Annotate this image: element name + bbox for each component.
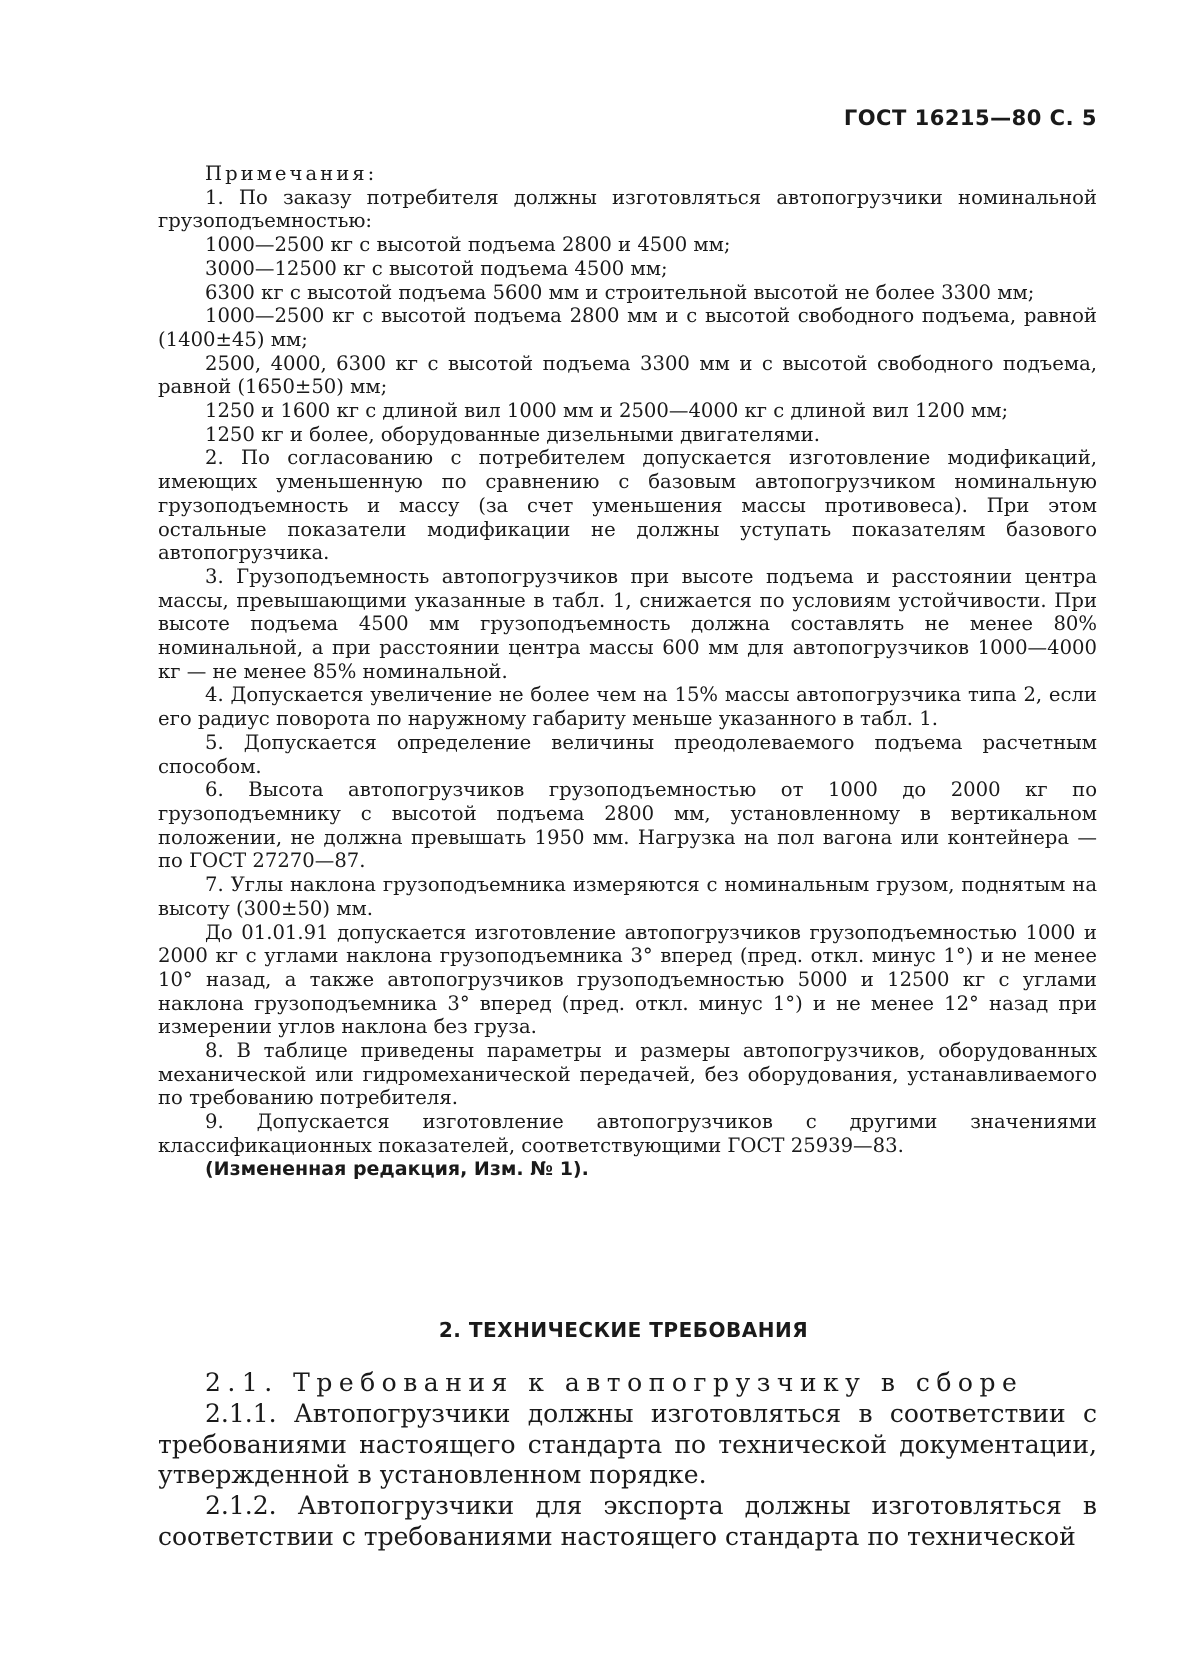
note-paragraph: 4. Допускается увеличение не более чем на 15% массы автопогрузчика типа 2, если его радиус поворота по наружному габариту меньше указанного в табл. 1. — [158, 683, 1097, 731]
note-paragraph: 8. В таблице приведены параметры и размеры автопогрузчиков, оборудованных механической или гидромеханической передачей, без оборудования, устанавливаемого по требованию потребителя. — [158, 1039, 1097, 1110]
notes-title: Примечания: — [205, 162, 378, 185]
note-paragraph: 9. Допускается изготовление автопогрузчиков с другими значениями классификационных показателей, соответствующими ГОСТ 25939—83. — [158, 1110, 1097, 1157]
notes-block — [158, 162, 1097, 1181]
page-header: ГОСТ 16215—80 С. 5 — [843, 106, 1097, 130]
edit-note: (Измененная редакция, Изм. № 1). — [205, 1157, 589, 1180]
note-paragraph: 6300 кг с высотой подъема 5600 мм и строительной высотой не более 3300 мм; — [205, 280, 1035, 304]
note-paragraph: 1. По заказу потребителя должны изготовляться автопогрузчики номинальной грузоподъемностью: — [158, 185, 1097, 233]
note-paragraph: 1250 и 1600 кг с длиной вил 1000 мм и 2500—4000 кг с длиной вил 1200 мм; — [205, 399, 1009, 423]
note-paragraph: 5. Допускается определение величины преодолеваемого подъема расчетным способом. — [158, 730, 1097, 778]
note-paragraph: 6. Высота автопогрузчиков грузоподъемностью от 1000 до 2000 кг по грузоподъемнику с высотой подъема 2800 мм, установленному в вертикальном положении, не должна превышать 1950 мм. Нагрузка на пол вагона или контейнера — по ГОСТ 27270—87. — [158, 778, 1097, 873]
note-paragraph: 2500, 4000, 6300 кг с высотой подъема 3300 мм и с высотой свободного подъема, равной (1650±50) мм; — [158, 351, 1097, 399]
requirements-block — [158, 1368, 1097, 1553]
note-paragraph: До 01.01.91 допускается изготовление автопогрузчиков грузоподъемностью 1000 и 2000 кг с углами наклона грузоподъемника 3° вперед (пред. откл. минус 1°) и не менее 10° назад, а также автопогрузчиков грузоподъемностью 5000 и 12500 кг с углами наклона грузоподъемника 3° вперед (пред. откл. минус 1°) и не менее 12° назад при измерении углов наклона без груза. — [158, 920, 1097, 1039]
note-paragraph: 1000—2500 кг с высотой подъема 2800 мм и с высотой свободного подъема, равной (1400±45) мм; — [158, 304, 1097, 351]
subsection-title: 2.1. Требования к автопогрузчику в сборе — [205, 1368, 1024, 1397]
section-title: 2. ТЕХНИЧЕСКИЕ ТРЕБОВАНИЯ — [438, 1318, 809, 1342]
note-paragraph: 7. Углы наклона грузоподъемника измеряются с номинальным грузом, поднятым на высоту (300±50) мм. — [158, 873, 1097, 920]
note-paragraph: 2. По согласованию с потребителем допускается изготовление модификаций, имеющих уменьшенную по сравнению с базовым автопогрузчиком номинальную грузоподъемность и массу (за счет уменьшения массы противовеса). При этом остальные показатели модификации не должны уступать показателям базового автопогрузчика. — [158, 446, 1097, 565]
note-paragraph: 1000—2500 кг с высотой подъема 2800 и 4500 мм; — [205, 233, 731, 257]
requirement-paragraph: 2.1.2. Автопогрузчики для экспорта должны изготовляться в соответствии с требованиями настоящего стандарта по технической — [158, 1491, 1097, 1551]
note-paragraph: 3. Грузоподъемность автопогрузчиков при высоте подъема и расстоянии центра массы, превышающими указанные в табл. 1, снижается по условиям устойчивости. При высоте подъема 4500 мм грузоподъемность должна составлять не менее 80% номинальной, а при расстоянии центра массы 600 мм для автопогрузчиков 1000—4000 кг — не менее 85% номинальной. — [158, 564, 1097, 683]
requirement-paragraph: 2.1.1. Автопогрузчики должны изготовляться в соответствии с требованиями настоящего стандарта по технической документации, утвержденной в установленном порядке. — [158, 1398, 1097, 1490]
note-paragraph: 3000—12500 кг с высотой подъема 4500 мм; — [205, 256, 668, 280]
note-paragraph: 1250 кг и более, оборудованные дизельными двигателями. — [205, 422, 820, 446]
